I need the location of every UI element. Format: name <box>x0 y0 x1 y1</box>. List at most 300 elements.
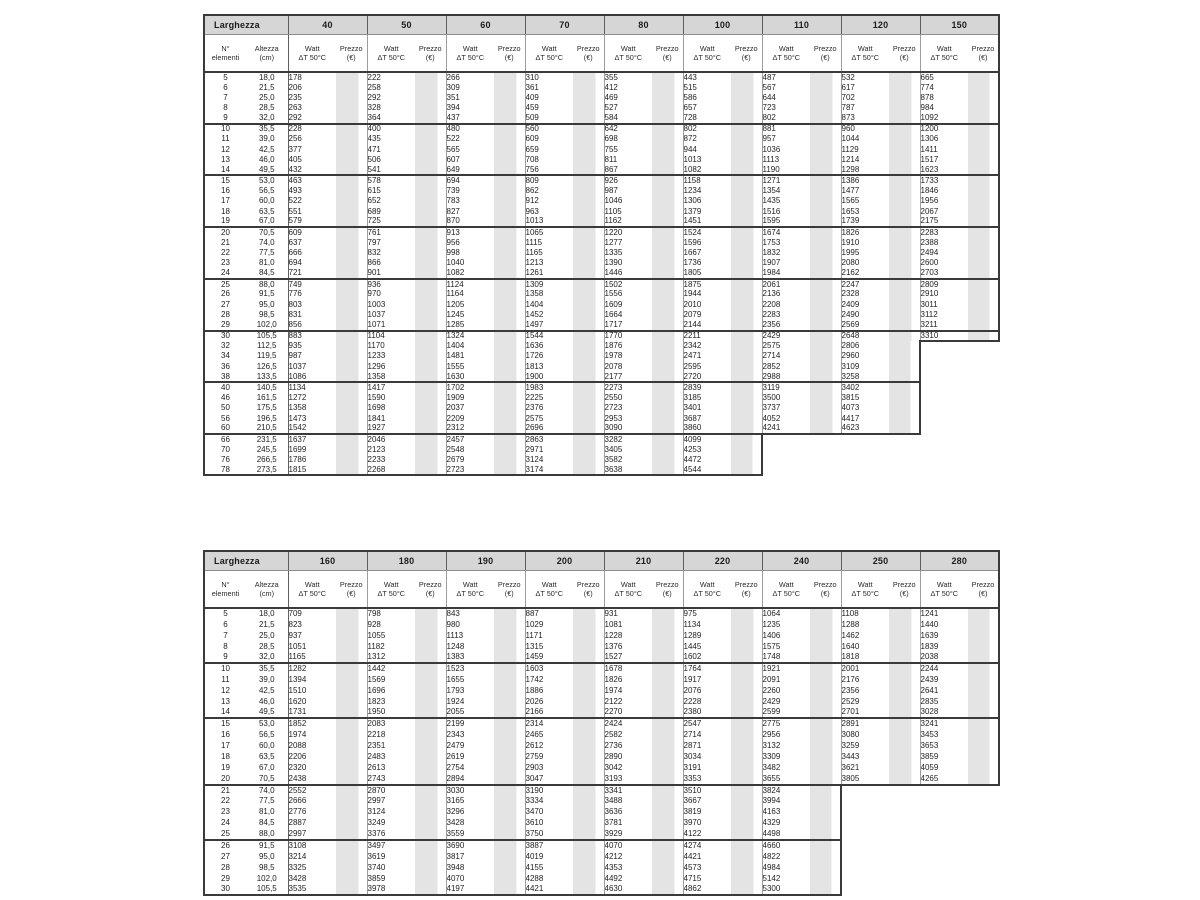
altezza-cell: 56,5 <box>246 730 288 741</box>
prezzo-header: Prezzo (€) <box>731 571 762 609</box>
prezzo-cell <box>889 630 920 641</box>
outside-cell <box>920 807 968 818</box>
watt-cell: 1875 <box>683 279 702 289</box>
prezzo-cell <box>573 763 604 774</box>
prezzo-cell <box>889 707 920 718</box>
prezzo-cell <box>415 641 446 652</box>
prezzo-cell <box>494 72 525 82</box>
watt-cell: 2971 <box>525 444 544 454</box>
prezzo-cell <box>810 796 841 807</box>
prezzo-cell <box>731 113 762 123</box>
watt-cell: 4472 <box>683 454 702 464</box>
prezzo-cell <box>652 72 683 82</box>
watt-cell: 1524 <box>683 227 702 237</box>
prezzo-cell <box>415 685 446 696</box>
watt-cell: 987 <box>604 185 618 195</box>
outside-cell <box>841 873 889 884</box>
table-row <box>204 752 999 763</box>
prezzo-cell <box>494 465 525 475</box>
prezzo-cell <box>889 663 920 674</box>
prezzo-cell <box>573 796 604 807</box>
watt-cell: 3353 <box>683 774 731 785</box>
prezzo-cell <box>573 608 604 619</box>
prezzo-cell <box>336 785 367 796</box>
altezza-cell: 84,5 <box>246 269 288 279</box>
watt-cell: 3108 <box>288 841 307 850</box>
prezzo-cell <box>336 674 367 685</box>
altezza-cell: 81,0 <box>246 258 288 268</box>
watt-cell: 2569 <box>841 320 889 330</box>
prezzo-cell <box>336 175 367 185</box>
prezzo-cell <box>731 674 762 685</box>
prezzo-cell <box>573 862 604 873</box>
width-header: 100 <box>683 15 762 35</box>
prezzo-cell <box>810 685 841 696</box>
prezzo-cell <box>336 186 367 196</box>
watt-cell: 355 <box>604 72 618 82</box>
prezzo-cell <box>652 341 683 351</box>
prezzo-cell <box>731 434 762 444</box>
watt-cell: 887 <box>525 609 539 619</box>
prezzo-cell <box>336 685 367 696</box>
prezzo-cell <box>652 258 683 268</box>
watt-cell: 4073 <box>841 403 860 413</box>
prezzo-cell <box>731 82 762 92</box>
prezzo-cell <box>415 93 446 103</box>
n-elementi-cell: 13 <box>204 155 246 165</box>
prezzo-cell <box>336 82 367 92</box>
watt-cell: 1770 <box>604 331 623 341</box>
width-header: 220 <box>683 551 762 571</box>
prezzo-cell <box>731 730 762 741</box>
prezzo-cell <box>810 741 841 752</box>
outside-cell <box>889 465 920 475</box>
watt-cell: 956 <box>446 237 460 247</box>
watt-cell: 4660 <box>762 841 781 850</box>
watt-cell: 1921 <box>762 664 781 674</box>
prezzo-cell <box>415 619 446 630</box>
watt-header: Watt ΔT 50°C <box>762 35 810 73</box>
width-header: 190 <box>446 551 525 571</box>
watt-cell: 1358 <box>288 403 307 413</box>
watt-cell: 1245 <box>446 310 465 320</box>
watt-cell: 3815 <box>841 392 860 402</box>
altezza-cell: 39,0 <box>246 674 288 685</box>
watt-cell: 515 <box>683 82 697 92</box>
watt-cell: 3214 <box>288 851 307 861</box>
prezzo-cell <box>889 269 920 279</box>
altezza-cell: 126,5 <box>246 362 288 372</box>
watt-cell: 3185 <box>683 392 702 402</box>
prezzo-cell <box>415 362 446 372</box>
n-elementi-cell: 70 <box>204 444 246 454</box>
prezzo-cell <box>968 227 999 237</box>
outside-cell <box>920 424 968 434</box>
prezzo-cell <box>810 752 841 763</box>
prezzo-cell <box>415 165 446 175</box>
outside-cell <box>920 341 968 351</box>
outside-cell <box>841 840 889 851</box>
prezzo-cell <box>652 641 683 652</box>
watt-header: Watt ΔT 50°C <box>841 571 889 609</box>
prezzo-cell <box>968 774 999 785</box>
watt-cell: 1417 <box>367 382 386 392</box>
n-elementi-cell: 21 <box>204 785 246 796</box>
watt-cell: 4241 <box>762 424 810 434</box>
watt-cell: 944 <box>683 144 697 154</box>
watt-cell: 4099 <box>683 434 702 444</box>
prezzo-cell <box>731 403 762 413</box>
prezzo-cell <box>968 331 999 341</box>
altezza-cell: 273,5 <box>246 465 288 475</box>
prezzo-cell <box>494 840 525 851</box>
n-elementi-cell: 30 <box>204 331 246 341</box>
watt-cell: 1910 <box>841 237 860 247</box>
prezzo-cell <box>494 752 525 763</box>
prezzo-cell <box>573 362 604 372</box>
watt-cell: 4288 <box>525 873 544 883</box>
outside-cell <box>968 413 999 423</box>
larghezza-header: Larghezza <box>204 551 288 571</box>
watt-cell: 3582 <box>604 454 623 464</box>
watt-cell: 3453 <box>920 730 939 740</box>
prezzo-cell <box>731 279 762 289</box>
prezzo-cell <box>336 630 367 641</box>
table-row <box>204 619 999 630</box>
watt-cell: 2320 <box>288 763 307 773</box>
n-elementi-cell: 15 <box>204 175 246 185</box>
prezzo-cell <box>415 72 446 82</box>
prezzo-cell <box>494 144 525 154</box>
prezzo-cell <box>652 362 683 372</box>
outside-cell <box>841 465 889 475</box>
watt-cell: 721 <box>288 269 336 279</box>
prezzo-cell <box>968 707 999 718</box>
prezzo-cell <box>731 217 762 227</box>
watt-cell: 1527 <box>604 652 652 663</box>
prezzo-cell <box>573 320 604 330</box>
outside-cell <box>841 785 889 796</box>
width-header: 50 <box>367 15 446 35</box>
width-header: 60 <box>446 15 525 35</box>
prezzo-cell <box>494 718 525 729</box>
watt-cell: 3241 <box>920 719 939 729</box>
prezzo-cell <box>652 320 683 330</box>
watt-cell: 1296 <box>367 361 386 371</box>
watt-cell: 1815 <box>288 465 336 475</box>
outside-cell <box>920 455 968 465</box>
outside-cell <box>810 434 841 444</box>
watt-cell: 1696 <box>367 685 386 695</box>
prezzo-cell <box>494 217 525 227</box>
prezzo-cell <box>731 862 762 873</box>
table-row <box>204 217 999 227</box>
watt-cell: 256 <box>288 134 302 144</box>
watt-cell: 3559 <box>446 829 494 840</box>
prezzo-cell <box>336 372 367 382</box>
width-header: 250 <box>841 551 920 571</box>
watt-cell: 723 <box>762 103 776 113</box>
watt-cell: 2218 <box>367 730 386 740</box>
watt-cell: 2835 <box>920 696 939 706</box>
watt-cell: 665 <box>920 72 934 82</box>
watt-cell: 659 <box>525 144 539 154</box>
n-elementi-cell: 60 <box>204 424 246 434</box>
prezzo-cell <box>415 238 446 248</box>
prezzo-cell <box>731 124 762 134</box>
altezza-cell: 74,0 <box>246 238 288 248</box>
altezza-cell: 105,5 <box>246 331 288 341</box>
watt-cell: 1900 <box>525 372 573 382</box>
prezzo-cell <box>731 444 762 454</box>
prezzo-cell <box>494 785 525 796</box>
prezzo-cell <box>731 289 762 299</box>
n-elementi-cell: 12 <box>204 144 246 154</box>
watt-cell: 1477 <box>841 185 860 195</box>
watt-cell: 235 <box>288 92 302 102</box>
outside-cell <box>968 444 999 454</box>
watt-cell: 2080 <box>841 258 860 268</box>
prezzo-cell <box>731 238 762 248</box>
n-elementi-cell: 19 <box>204 763 246 774</box>
width-header: 240 <box>762 551 841 571</box>
watt-cell: 2465 <box>525 730 544 740</box>
watt-cell: 3443 <box>841 752 860 762</box>
prezzo-cell <box>494 206 525 216</box>
altezza-cell: 42,5 <box>246 144 288 154</box>
prezzo-cell <box>810 238 841 248</box>
outside-cell <box>968 873 999 884</box>
prezzo-cell <box>889 134 920 144</box>
prezzo-cell <box>731 320 762 330</box>
watt-cell: 3929 <box>604 829 652 840</box>
prezzo-cell <box>336 840 367 851</box>
prezzo-cell <box>336 884 367 895</box>
watt-cell: 3621 <box>841 763 860 773</box>
watt-cell: 493 <box>288 185 302 195</box>
prezzo-cell <box>652 873 683 884</box>
prezzo-cell <box>336 310 367 320</box>
prezzo-cell <box>652 630 683 641</box>
altezza-cell: 28,5 <box>246 641 288 652</box>
watt-cell: 435 <box>367 134 381 144</box>
table-row <box>204 663 999 674</box>
watt-cell: 1162 <box>604 217 652 227</box>
watt-cell: 3112 <box>920 310 938 320</box>
prezzo-cell <box>968 619 999 630</box>
prezzo-header: Prezzo (€) <box>731 35 762 73</box>
watt-cell: 1764 <box>683 664 702 674</box>
prezzo-cell <box>731 300 762 310</box>
prezzo-cell <box>415 718 446 729</box>
prezzo-cell <box>968 663 999 674</box>
prezzo-cell <box>889 424 920 434</box>
prezzo-cell <box>889 289 920 299</box>
prezzo-cell <box>889 382 920 392</box>
watt-cell: 1640 <box>841 641 860 651</box>
n-elementi-cell: 18 <box>204 752 246 763</box>
watt-cell: 4163 <box>762 807 781 817</box>
prezzo-cell <box>573 269 604 279</box>
watt-cell: 1228 <box>604 630 623 640</box>
prezzo-cell <box>889 774 920 785</box>
watt-cell: 970 <box>367 289 381 299</box>
prezzo-cell <box>731 774 762 785</box>
watt-cell: 1158 <box>683 176 701 186</box>
prezzo-cell <box>415 444 446 454</box>
prezzo-cell <box>415 403 446 413</box>
prezzo-cell <box>968 196 999 206</box>
prezzo-cell <box>415 465 446 475</box>
watt-cell: 471 <box>367 144 381 154</box>
watt-cell: 2701 <box>841 707 889 718</box>
watt-cell: 3090 <box>604 424 652 434</box>
prezzo-cell <box>573 785 604 796</box>
watt-cell: 567 <box>762 82 776 92</box>
watt-cell: 2679 <box>446 454 465 464</box>
watt-cell: 1037 <box>288 361 307 371</box>
watt-cell: 3638 <box>604 465 652 475</box>
watt-cell: 963 <box>525 206 539 216</box>
watt-cell: 3011 <box>920 299 938 309</box>
prezzo-cell <box>336 341 367 351</box>
prezzo-cell <box>494 674 525 685</box>
prezzo-cell <box>336 227 367 237</box>
outside-cell <box>889 455 920 465</box>
altezza-cell: 196,5 <box>246 413 288 423</box>
prezzo-cell <box>415 862 446 873</box>
prezzo-cell <box>889 175 920 185</box>
prezzo-cell <box>968 155 999 165</box>
watt-cell: 1805 <box>683 269 731 279</box>
watt-cell: 3211 <box>920 320 968 330</box>
prezzo-cell <box>731 818 762 829</box>
watt-cell: 2494 <box>920 248 939 258</box>
prezzo-cell <box>652 608 683 619</box>
watt-cell: 2720 <box>683 372 731 382</box>
watt-cell: 1753 <box>762 237 781 247</box>
watt-cell: 1233 <box>367 351 386 361</box>
watt-cell: 1667 <box>683 248 702 258</box>
prezzo-cell <box>652 82 683 92</box>
watt-cell: 1917 <box>683 674 702 684</box>
prezzo-cell <box>494 434 525 444</box>
watt-cell: 405 <box>288 154 302 164</box>
watt-cell: 1731 <box>288 707 336 718</box>
watt-cell: 1013 <box>525 217 573 227</box>
n-elementi-cell: 17 <box>204 741 246 752</box>
watt-cell: 3030 <box>446 785 465 795</box>
watt-cell: 3042 <box>604 763 623 773</box>
prezzo-cell <box>494 741 525 752</box>
watt-cell: 2088 <box>288 741 307 751</box>
watt-cell: 469 <box>604 92 618 102</box>
watt-cell: 2122 <box>604 696 623 706</box>
prezzo-cell <box>731 608 762 619</box>
watt-cell: 1312 <box>367 652 415 663</box>
watt-cell: 728 <box>683 113 731 123</box>
prezzo-cell <box>810 663 841 674</box>
prezzo-cell <box>494 763 525 774</box>
prezzo-cell <box>731 840 762 851</box>
altezza-cell: 21,5 <box>246 619 288 630</box>
prezzo-cell <box>968 320 999 330</box>
watt-cell: 228 <box>288 124 302 134</box>
prezzo-cell <box>810 331 841 341</box>
prezzo-cell <box>810 619 841 630</box>
prezzo-cell <box>968 217 999 227</box>
watt-cell: 881 <box>762 124 776 134</box>
watt-cell: 1983 <box>525 382 544 392</box>
prezzo-cell <box>415 630 446 641</box>
watt-cell: 2612 <box>525 741 544 751</box>
prezzo-cell <box>889 279 920 289</box>
watt-cell: 2997 <box>367 796 386 806</box>
outside-cell <box>920 403 968 413</box>
watt-cell: 292 <box>288 113 336 123</box>
table-row <box>204 258 999 268</box>
watt-cell: 2244 <box>920 664 939 674</box>
table-row <box>204 103 999 113</box>
prezzo-cell <box>573 227 604 237</box>
watt-cell: 4573 <box>683 862 702 872</box>
prezzo-cell <box>889 351 920 361</box>
watt-cell: 4197 <box>446 884 494 895</box>
watt-cell: 694 <box>446 176 460 186</box>
prezzo-cell <box>810 652 841 663</box>
prezzo-cell <box>652 238 683 248</box>
watt-cell: 2479 <box>446 741 465 751</box>
prezzo-cell <box>336 289 367 299</box>
watt-cell: 1876 <box>604 341 623 351</box>
outside-cell <box>920 829 968 840</box>
watt-cell: 1214 <box>841 154 860 164</box>
outside-cell <box>920 413 968 423</box>
watt-cell: 609 <box>288 227 302 237</box>
altezza-cell: 63,5 <box>246 752 288 763</box>
watt-cell: 412 <box>604 82 618 92</box>
n-elementi-cell: 11 <box>204 134 246 144</box>
prezzo-cell <box>415 227 446 237</box>
prezzo-cell <box>652 175 683 185</box>
watt-cell: 1241 <box>920 609 939 619</box>
watt-cell: 912 <box>525 196 539 206</box>
outside-cell <box>841 851 889 862</box>
n-elementi-cell: 27 <box>204 300 246 310</box>
altezza-cell: 77,5 <box>246 248 288 258</box>
watt-cell: 1081 <box>604 619 623 629</box>
prezzo-cell <box>968 718 999 729</box>
prezzo-cell <box>494 93 525 103</box>
prezzo-header: Prezzo (€) <box>968 571 999 609</box>
watt-cell: 3296 <box>446 807 465 817</box>
outside-cell <box>920 434 968 444</box>
prezzo-cell <box>415 608 446 619</box>
altezza-cell: 42,5 <box>246 685 288 696</box>
watt-cell: 1235 <box>762 619 781 629</box>
prezzo-cell <box>810 884 841 895</box>
prezzo-cell <box>494 774 525 785</box>
prezzo-cell <box>494 685 525 696</box>
altezza-header: Altezza (cm) <box>246 571 288 609</box>
width-header: 200 <box>525 551 604 571</box>
n-elementi-cell: 9 <box>204 113 246 123</box>
altezza-cell: 25,0 <box>246 93 288 103</box>
watt-cell: 617 <box>841 82 855 92</box>
watt-cell: 4052 <box>762 413 781 423</box>
watt-cell: 4274 <box>683 841 702 850</box>
n-elementi-cell: 12 <box>204 685 246 696</box>
